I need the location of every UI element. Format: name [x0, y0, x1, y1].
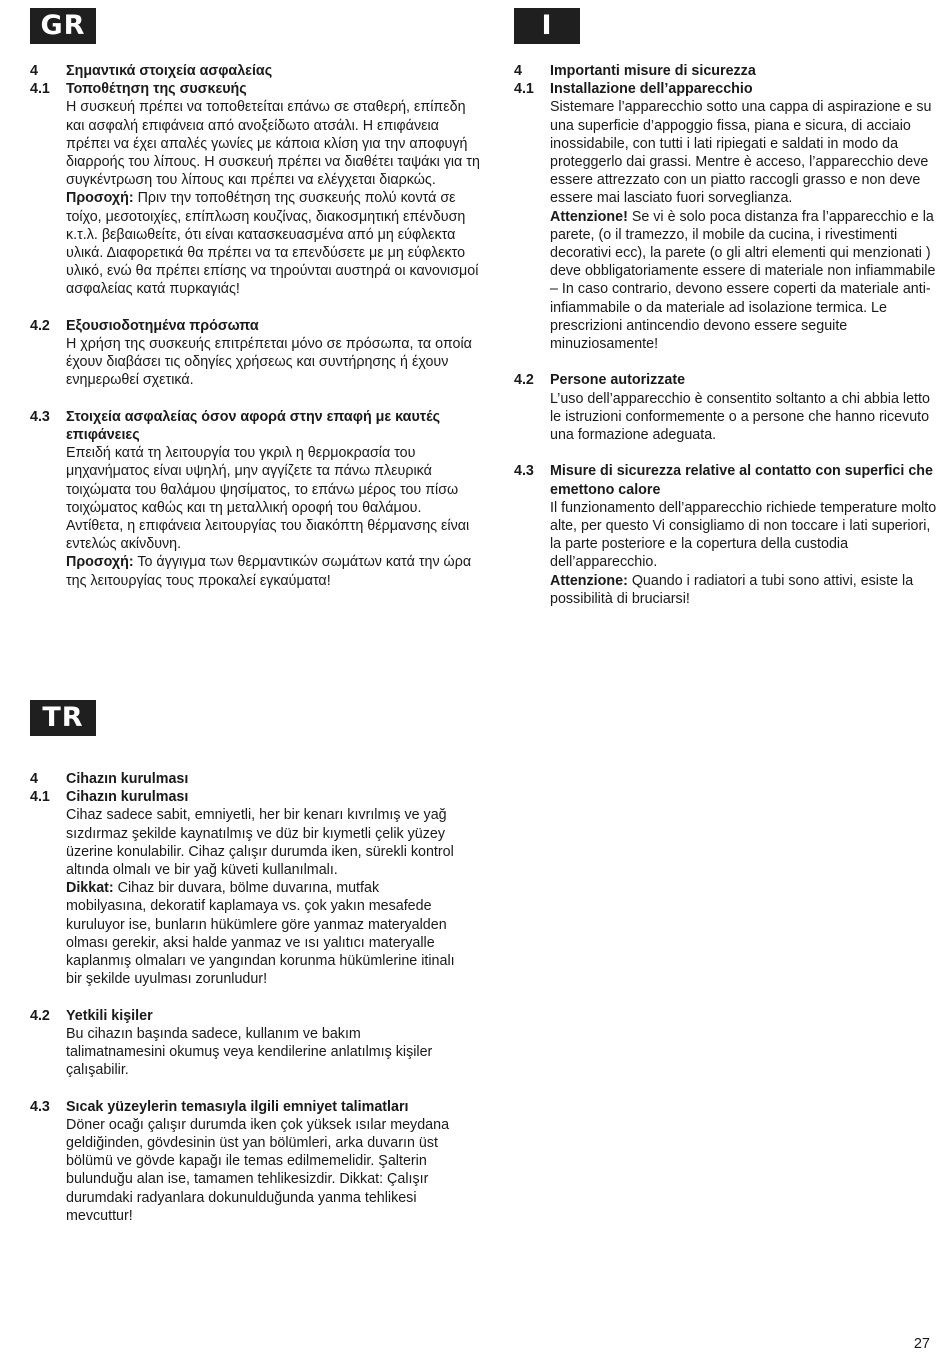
- subsection-heading: 4.1 Cihazın kurulması: [30, 789, 189, 806]
- warning-paragraph: Attenzione: Quando i radiatori a tubi sono attivi, esiste la possibilità di bruciarsi!: [550, 572, 914, 607]
- subsection-heading: 4.3 Στοιχεία ασφαλείας όσον αφορά στην επαφή με καυτές επιφάνειες: [30, 408, 441, 444]
- language-badge-gr: GR: [30, 8, 96, 44]
- section-heading: 4 Cihazın kurulması: [30, 771, 189, 787]
- warning-paragraph: Προσοχή: Το άγγιγμα των θερμαντικών σωμάτων κατά την ώρα της λειτουργίας τους προκαλεί εγκαύματα!: [66, 554, 472, 589]
- paragraph: Η συσκευή πρέπει να τοποθετείται επάνω σε σταθερή, επίπεδη και ασφαλή επιφάνεια από ανοξείδωτο ατσάλι. Η επιφάνεια πρέπει να έχει απαλές γωνίες με κάποια κλίση για την αποφυγή διαρροής του λίπους. Η συσκευή πρέπει να διαθέτει ταψάκι για τη συγκέντρωση του λίπους και πρέπει να ελέγχεται διαρκώς.: [66, 99, 480, 189]
- section-it: [514, 62, 938, 608]
- section-heading: 4 Σημαντικά στοιχεία ασφαλείας: [30, 63, 273, 79]
- paragraph: Döner ocağı çalışır durumda iken çok yüksek ısılar meydana geldiğinden, gövdesinin üst yan bölümleri, arka duvarın üst bölümü ve gövde kapağı ile temas edilmemelidir. Şalterin bulunduğu alan ise, tamamen tehlikesizdir. Dikkat: Çalışır durumdaki radyanlara dokunulduğunda yanma tehlikesi mevcuttur!: [66, 1116, 450, 1224]
- paragraph: Επειδή κατά τη λειτουργία του γκριλ η θερμοκρασία του μηχανήματος είναι υψηλή, μην αγγίζετε τα πάνω πλευρικά τοιχώματα του θαλάμου ψησίματος, το επάνω μέρος του πίσω τοιχώματος καθώς και τη μεταλλική οροφή του θαλάμου. Αντίθετα, η επιφάνεια λειτουργίας του διακόπτη θέρμανσης είναι εντελώς ακίνδυνη.: [66, 445, 470, 553]
- paragraph: Cihaz sadece sabit, emniyetli, her bir kenarı kıvrılmış ve yağ sızdırmaz şekilde kaynatılmış ve düz bir kıymetli çelik yüzey üzerine konulabilir. Cihaz çalışır durumda iken, sürekli kontrol altında olmalı ve bir yağ küveti kullanılmalı.: [66, 807, 454, 879]
- subsection-heading: 4.3 Misure di sicurezza relative al contatto con superfici che emettono calore: [514, 463, 933, 498]
- subsection-heading: 4.1 Τοποθέτηση της συσκευής: [30, 81, 247, 98]
- subsection-heading: 4.3 Sıcak yüzeylerin temasıyla ilgili emniyet talimatları: [30, 1098, 409, 1115]
- paragraph: Il funzionamento dell’apparecchio richiede temperature molto alte, per questo Vi consigliamo di non toccare i lati superiori, la parte posteriore e la copertura della custodia dell’apparecchio.: [550, 499, 937, 571]
- paragraph: L’uso dell’apparecchio è consentito soltanto a chi abbia letto le istruzioni conformemente o a persone che hanno ricevuto una formazione adeguata.: [550, 390, 930, 444]
- subsection-heading: 4.1 Installazione dell’apparecchio: [514, 81, 753, 98]
- page-number: 27: [913, 1336, 930, 1352]
- paragraph: Sistemare l’apparecchio sotto una cappa di aspirazione e su una superficie d’appoggio fissa, piana e sicura, di acciaio inossidabile, con tutti i lati ripiegati e saldati in modo da proteggerlo dai grassi. Mentre è acceso, l’apparecchio deve essere attrezzato con un piatto raccogli grasso e non deve essere mai lasciato fuori sorveglianza.: [550, 99, 932, 207]
- section-tr: [30, 770, 460, 1225]
- subsection-heading: 4.2 Persone autorizzate: [514, 372, 686, 389]
- subsection-heading: 4.2 Εξουσιοδοτημένα πρόσωπα: [30, 317, 259, 334]
- subsection-heading: 4.2 Yetkili kişiler: [30, 1007, 153, 1024]
- language-badge-tr: TR: [30, 700, 96, 736]
- paragraph: Η χρήση της συσκευής επιτρέπεται μόνο σε πρόσωπα, τα οποία έχουν διαβάσει τις οδηγίες χρήσεως και συντήρησης ή έχουν ενημερωθεί σχετικά.: [66, 336, 472, 389]
- paragraph: Bu cihazın başında sadece, kullanım ve bakım talimatnamesini okumuş veya kendilerine anlatılmış kişiler çalışabilir.: [66, 1025, 433, 1079]
- section-gr: [30, 62, 480, 590]
- section-heading: 4 Importanti misure di sicurezza: [514, 63, 756, 79]
- warning-paragraph: Προσοχή: Πριν την τοποθέτηση της συσκευής πολύ κοντά σε τοίχο, μεσοτοιχίες, επίπλωση κουζίνας, διακοσμητική επένδυση κ.τ.λ. βεβαιωθείτε, ότι είναι κατασκευασμένα από μη εύφλεκτα υλικά. Διαφορετικά θα πρέπει να τα επενδύσετε με μη εύφλεκτο υλικό, ενώ θα πρέπει επίσης να τηρούνται αυστηρά οι κανονισμοί ασφαλείας κατά πυρκαγιάς!: [66, 190, 479, 298]
- warning-paragraph: Attenzione! Se vi è solo poca distanza fra l’apparecchio e la parete, (o il tramezzo, il mobile da cucina, i rivestimenti decorativi ecc), la parete (o gli altri elementi qui menzionati ) deve obbligatoriamente essere di materiale non infiammabile – In caso contrario, devono essere coperti da materiale anti-infiammabile o da materiale ad isolazione termica. Le prescrizioni antincendio devono essere seguite minuziosamente!: [550, 208, 936, 353]
- language-badge-it: I: [514, 8, 580, 44]
- warning-paragraph: Dikkat: Cihaz bir duvara, bölme duvarına, mutfak mobilyasına, dekoratif kaplamaya vs. çok yakın mesafede kuruluyor ise, bunların hükümlere göre yanmaz materyalden olması gerekir, aksi halde yanmaz ve ısı yalıtıcı materyalle kaplanmış olmaları ve yangından korunma hükümlerine itinalı bir şekilde uyulması zorunludur!: [66, 880, 455, 988]
